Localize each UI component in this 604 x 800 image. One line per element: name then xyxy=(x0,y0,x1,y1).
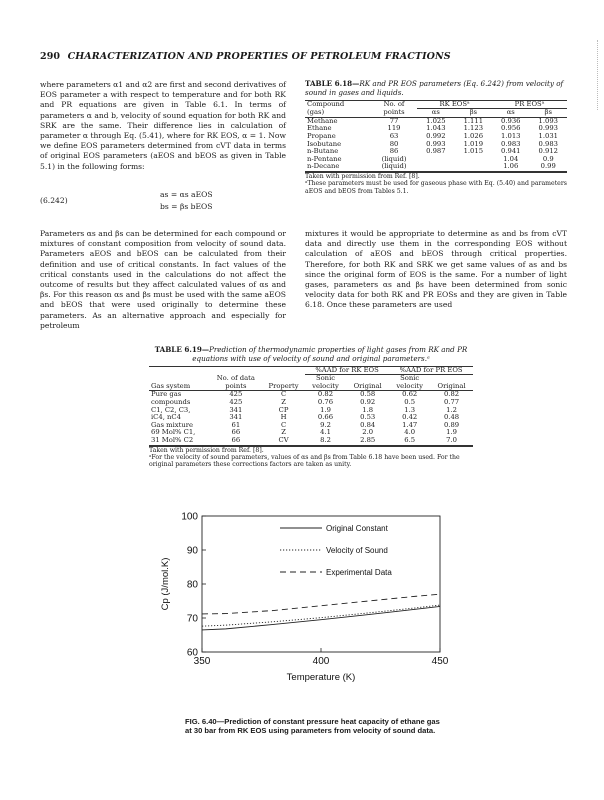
table-cell: 0.76 xyxy=(317,397,334,406)
table-row xyxy=(305,163,567,171)
table-cell: 0.42 xyxy=(402,413,418,422)
table-cell: 1.031 xyxy=(538,131,558,140)
table-cell: 61 xyxy=(231,420,241,429)
table-cell: 77 xyxy=(389,116,399,125)
col-gas-system: Gas system xyxy=(151,381,191,390)
table-cell: 0.941 xyxy=(501,147,521,156)
table-6-18 xyxy=(305,80,567,195)
table-cell: 0.84 xyxy=(360,420,376,429)
table-cell: 63 xyxy=(389,131,399,140)
table-cell: 31 Mol% C2 xyxy=(151,435,194,444)
table-cell: 0.9 xyxy=(542,154,554,163)
col-no-of: No. of xyxy=(383,99,405,108)
table-cell: 0.993 xyxy=(426,139,446,148)
table-cell: (liquid) xyxy=(381,154,407,163)
equation-line-1: as = αs aEOS xyxy=(160,190,213,199)
x-tick-label: 350 xyxy=(193,656,211,667)
table-cell: 7.0 xyxy=(446,435,457,444)
table-cell: 0.82 xyxy=(443,390,460,399)
table-cell: 0.53 xyxy=(360,413,376,422)
table-row xyxy=(149,391,473,399)
col-pr-eos: PR EOSᵃ xyxy=(492,100,567,109)
table-cell: Pure gas xyxy=(151,390,182,399)
running-title: CHARACTERIZATION AND PROPERTIES OF PETROLEUM FRACTIONS xyxy=(67,51,451,62)
table-6-19-note-2: ᵃFor the velocity of sound parameters, values of αs and βs from Table 6.18 have been used. For the original parameters these corrections factors are taken as unity. xyxy=(149,453,460,469)
table-cell: 1.123 xyxy=(463,124,484,133)
table-row xyxy=(149,437,473,445)
col-pr-alpha: αs xyxy=(506,108,515,117)
table-cell: 9.2 xyxy=(320,420,331,429)
table-cell: 66 xyxy=(231,435,241,444)
table-cell: 425 xyxy=(229,397,243,406)
table-6-18-note-1: Taken with permission from Ref. [8]. xyxy=(305,172,567,180)
table-row xyxy=(149,414,473,422)
table-6-18-caption-text: RK and PR EOS parameters (Eq. 6.242) from velocity of sound in gases and liquids. xyxy=(305,79,564,97)
col-rk-alpha: αs xyxy=(431,108,440,117)
cp-temperature-chart xyxy=(150,508,470,683)
running-header xyxy=(40,51,451,62)
col-points-619: points xyxy=(225,381,247,390)
plot-frame xyxy=(202,516,440,652)
table-6-18-note-2: ᵃThese parameters must be used for gaseous phase with Eq. (5.40) and parameters aEOS and bEOS from Tables 5.1. xyxy=(305,180,567,195)
equation-line-2: bs = βs bEOS xyxy=(160,202,213,211)
table-cell: 4.1 xyxy=(320,428,331,437)
table-cell: Gas mixture xyxy=(151,420,193,429)
table-cell: 1.111 xyxy=(463,116,484,125)
col-rk-sonic: Sonic xyxy=(315,374,336,383)
table-cell: 8.2 xyxy=(320,435,331,444)
table-cell: 1.8 xyxy=(362,405,374,414)
table-cell: 0.936 xyxy=(501,116,521,125)
legend-label: Velocity of Sound xyxy=(326,546,388,555)
table-6-19-body xyxy=(149,391,473,445)
table-cell: 1.06 xyxy=(503,162,519,171)
table-cell: n-Decane xyxy=(307,162,340,171)
table-cell xyxy=(455,163,492,171)
table-cell: 0.92 xyxy=(360,397,376,406)
table-cell: n-Butane xyxy=(307,147,339,156)
table-cell: 0.66 xyxy=(317,413,334,422)
table-cell: Methane xyxy=(307,116,338,125)
table-cell: 80 xyxy=(389,139,399,148)
table-6-18-body xyxy=(305,117,567,171)
col-rk-group: %AAD for RK EOS xyxy=(305,366,389,375)
table-cell: 0.77 xyxy=(443,397,460,406)
x-tick-label: 400 xyxy=(312,656,330,667)
chart-series xyxy=(202,594,440,630)
col-pr-velocity: velocity xyxy=(396,381,424,390)
table-6-19-caption xyxy=(149,346,473,364)
table-cell: 1.2 xyxy=(446,405,457,414)
table-cell xyxy=(417,163,454,171)
body-left-paragraph xyxy=(40,229,286,331)
equation-number: (6.242) xyxy=(40,196,68,205)
col-no-of-data: No. of data xyxy=(216,373,255,382)
table-cell: 119 xyxy=(387,124,401,133)
table-cell: 0.62 xyxy=(402,390,418,399)
table-cell: 0.987 xyxy=(426,147,446,156)
table-row xyxy=(149,407,473,415)
table-cell: Z xyxy=(281,428,286,437)
body-right-text: mixtures it would be appropriate to determine as and bs from cVT data and directly use them in the corresponding EOS without calculation of aEOS and bEOS through critical properties. Therefore, for both RK and SRK we get same values of as and bs since the original form of EOS is the same. For a number of light gases, parameters αs and βs have been determined from sonic velocity data for both RK and PR EOSs and they are given in Table 6.18. Once these parameters are used xyxy=(305,229,567,310)
table-cell: n-Pentane xyxy=(307,154,342,163)
table-6-19 xyxy=(149,346,473,469)
y-tick-label: 70 xyxy=(186,613,198,625)
col-pr-sonic: Sonic xyxy=(400,374,420,383)
table-6-19-caption-text: Prediction of thermodynamic properties of light gases from RK and PR equations with use of velocity of sound and original parameters.ᵃ xyxy=(192,345,468,363)
table-cell: 0.956 xyxy=(501,124,521,133)
table-cell: 341 xyxy=(229,413,243,422)
col-pr-beta: βs xyxy=(544,108,552,117)
table-cell: iC4, nC4 xyxy=(151,413,181,422)
table-cell: C xyxy=(280,420,287,429)
table-cell xyxy=(455,156,492,164)
table-cell: 4.0 xyxy=(404,428,416,437)
x-axis-label: Temperature (K) xyxy=(286,672,356,683)
table-cell: compounds xyxy=(151,397,191,406)
table-cell: 0.58 xyxy=(360,390,376,399)
table-cell: H xyxy=(280,413,287,422)
y-axis-label: Cp (J/mol.K) xyxy=(160,557,171,611)
table-cell: 0.99 xyxy=(540,162,556,171)
table-cell: 1.04 xyxy=(503,154,519,163)
legend-label: Experimental Data xyxy=(326,568,392,577)
table-cell: 0.82 xyxy=(317,390,334,399)
table-cell: 86 xyxy=(389,147,399,156)
table-6-19-label: TABLE 6.19— xyxy=(154,345,210,354)
table-cell: 1.9 xyxy=(446,428,457,437)
series-line-dotted xyxy=(202,605,440,626)
figure-caption: FIG. 6.40—Prediction of constant pressure heat capacity of ethane gas at 30 bar from RK EOS using parameters from velocity of sound data. xyxy=(185,717,440,735)
table-cell: 341 xyxy=(229,405,243,414)
table-6-19-grid xyxy=(149,366,473,446)
table-cell: 425 xyxy=(229,390,243,399)
series-line-solid xyxy=(202,606,440,629)
col-points: points xyxy=(383,107,405,116)
left-paragraph xyxy=(40,80,286,172)
table-cell: C xyxy=(280,390,287,399)
table-cell: 1.043 xyxy=(426,124,446,133)
y-tick-label: 100 xyxy=(181,511,198,523)
table-row xyxy=(305,156,567,164)
table-cell: 0.983 xyxy=(538,139,558,148)
table-row xyxy=(149,399,473,407)
table-cell: 1.9 xyxy=(320,405,331,414)
table-6-18-caption xyxy=(305,80,567,98)
table-cell: 1.015 xyxy=(463,147,484,156)
table-cell: 1.3 xyxy=(404,405,416,414)
table-cell: 1.093 xyxy=(538,116,558,125)
table-row xyxy=(305,148,567,156)
legend-label: Original Constant xyxy=(326,524,388,533)
table-cell: 0.912 xyxy=(538,147,558,156)
table-cell: 1.47 xyxy=(402,420,418,429)
table-6-18-label: TABLE 6.18— xyxy=(305,79,360,88)
table-cell: 69 Mol% C1, xyxy=(151,428,196,437)
x-tick-label: 450 xyxy=(431,656,449,667)
table-cell: CV xyxy=(278,435,289,444)
table-cell: (liquid) xyxy=(381,162,407,171)
page-number: 290 xyxy=(40,51,61,62)
table-cell: C1, C2, C3, xyxy=(151,405,191,414)
col-gas: (gas) xyxy=(307,107,325,116)
table-cell: 0.5 xyxy=(404,397,416,406)
col-pr-group: %AAD for PR EOS xyxy=(389,366,473,375)
body-right-paragraph xyxy=(305,229,567,311)
table-cell: 1.025 xyxy=(426,116,446,125)
table-cell: Ethane xyxy=(307,124,332,133)
table-6-19-note-1: Taken with permission from Ref. [8]. xyxy=(149,446,473,454)
table-cell: 66 xyxy=(231,428,241,437)
chart-legend xyxy=(280,524,392,577)
table-cell: 0.48 xyxy=(443,413,460,422)
y-tick-label: 60 xyxy=(186,647,198,659)
col-compound: Compound xyxy=(307,99,345,108)
table-cell: Isobutane xyxy=(307,139,342,148)
col-pr-original: Original xyxy=(437,381,466,390)
table-cell: CP xyxy=(278,405,289,414)
table-cell: 0.983 xyxy=(501,139,521,148)
table-cell xyxy=(417,156,454,164)
table-cell: Propane xyxy=(307,131,336,140)
table-6-18-grid xyxy=(305,100,567,172)
col-rk-original: Original xyxy=(353,381,382,390)
y-tick-label: 90 xyxy=(186,545,198,557)
table-cell: 2.0 xyxy=(362,428,374,437)
body-left-text: Parameters αs and βs can be determined for each compound or mixtures of constant composition from velocity of sound data. Parameters aEOS and bEOS can be calculated from their definition and use of critical constants. In fact values of the critical constants used in the calculations do not affect the outcome of results but they affect calculated values of αs and βs. For this reason αs and βs must be used with the same aEOS and bEOS that were used originally to determine these parameters. As an alternative approach and especially for petroleum xyxy=(40,229,286,330)
margin-dots xyxy=(597,40,600,110)
col-property: Property xyxy=(268,381,299,390)
table-row xyxy=(149,429,473,437)
table-cell: Z xyxy=(281,397,286,406)
table-cell: 6.5 xyxy=(404,435,416,444)
table-cell: 0.992 xyxy=(426,131,446,140)
table-cell: 0.89 xyxy=(443,420,460,429)
table-cell: 1.013 xyxy=(501,131,521,140)
col-rk-beta: βs xyxy=(469,108,477,117)
left-paragraph-text: where parameters α1 and α2 are first and second derivatives of EOS parameter a with respect to temperature and for both RK and PR equations are given in Table 6.1. In terms of parameters α and b, velocity of sound equation for both RK and SRK are the same. Their difference lies in calculation of parameter α through Eq. (5.41), where for RK EOS, α = 1. Now we define EOS parameters determined from cVT data in terms of original EOS parameters (aEOS and bEOS as given in Table 5.1) in the following forms: xyxy=(40,80,286,171)
y-tick-label: 80 xyxy=(186,579,198,591)
col-rk-eos: RK EOSᵃ xyxy=(417,100,492,109)
table-cell: 1.026 xyxy=(463,131,484,140)
col-rk-velocity: velocity xyxy=(312,381,339,390)
table-row xyxy=(149,422,473,430)
table-cell: 2.85 xyxy=(360,435,376,444)
table-cell: 0.993 xyxy=(538,124,558,133)
table-cell: 1.019 xyxy=(463,139,484,148)
